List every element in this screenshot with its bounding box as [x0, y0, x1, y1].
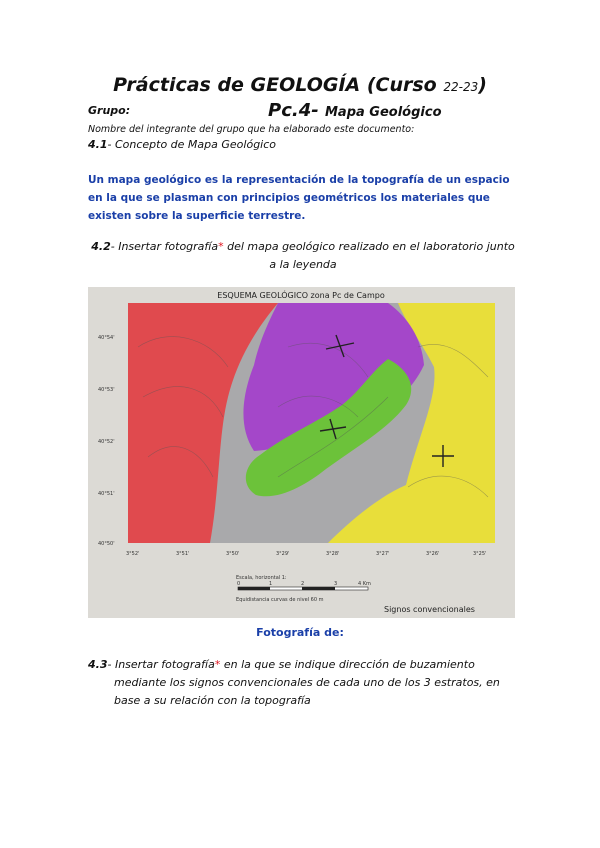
scale-bar-segment [302, 587, 335, 590]
section-4-2-text-a: - Insertar fotografía [110, 240, 219, 253]
asterisk-mark: * [218, 240, 224, 253]
section-4-3-text-b: en la que se indique dirección de buzamiento [220, 658, 475, 671]
lon-label: 3°25' [473, 551, 487, 557]
lat-label: 40°52' [98, 439, 115, 445]
practice-name: Mapa Geológico [324, 105, 442, 120]
section-4-2-text [88, 238, 518, 274]
section-4-1-title: - Concepto de Mapa Geológico [107, 138, 277, 151]
section-4-3-number: 4.3 [88, 658, 108, 671]
lon-label: 3°27' [376, 551, 390, 557]
photo-caption: Fotografía de: [256, 626, 344, 639]
section-4-1-number: 4.1 [88, 138, 108, 151]
scale-bar-segment [238, 587, 270, 590]
scale-tick: 1 [269, 581, 273, 587]
nombre-label: Nombre del integrante del grupo que ha elaborado este documento: [88, 124, 415, 135]
lat-label: 40°53' [98, 387, 115, 393]
section-4-3-text [88, 656, 520, 710]
title-close: ) [478, 74, 487, 96]
lat-label: 40°51' [98, 491, 115, 497]
section-4-3-text-a: - Insertar fotografía [107, 658, 215, 671]
lon-label: 3°28' [326, 551, 340, 557]
map-title: ESQUEMA GEOLÓGICO zona Pc de Campo [217, 291, 385, 300]
definition-text: Un mapa geológico es la representación de la topografía de un espacio en la que se plasman con principios geométricos los materiales que existen sobre la superficie terrestre. [88, 174, 510, 222]
practice-heading [268, 100, 442, 121]
asterisk-mark: * [214, 658, 221, 671]
scale-tick: 4 Km [358, 581, 371, 587]
scale-tick: 3 [334, 581, 338, 587]
legend-label: Signos convencionales [384, 605, 475, 614]
section-4-1-heading [88, 138, 276, 151]
title-main: Prácticas de GEOLOGÍA (Curso [113, 74, 437, 96]
lon-label: 3°29' [276, 551, 290, 557]
section-4-3-line2: mediante los signos convencionales de cada uno de los 3 estratos, en [114, 676, 500, 689]
lat-label: 40°50' [98, 541, 115, 547]
grupo-label: Grupo: [88, 104, 131, 117]
scale-tick: 0 [237, 581, 241, 587]
scale-tick: 2 [301, 581, 305, 587]
lon-label: 3°26' [426, 551, 440, 557]
section-4-2-number: 4.2 [91, 240, 111, 253]
contour-label: Equidistancia curvas de nivel 60 m [236, 597, 324, 603]
section-4-3-line3: base a su relación con la topografía [114, 694, 311, 707]
lat-label: 40°54' [98, 335, 115, 341]
scale-label: Escala, horizontal 1: [236, 575, 287, 581]
lon-label: 3°50' [226, 551, 240, 557]
section-4-2-text-b: del mapa geológico realizado en el laboratorio junto a la leyenda [223, 240, 515, 271]
page-title [0, 74, 600, 96]
lon-label: 3°51' [176, 551, 190, 557]
lon-label: 3°52' [126, 551, 140, 557]
geological-map-photo [88, 287, 515, 618]
title-year: 22-23 [443, 80, 479, 94]
practice-code: Pc.4- [268, 100, 319, 121]
